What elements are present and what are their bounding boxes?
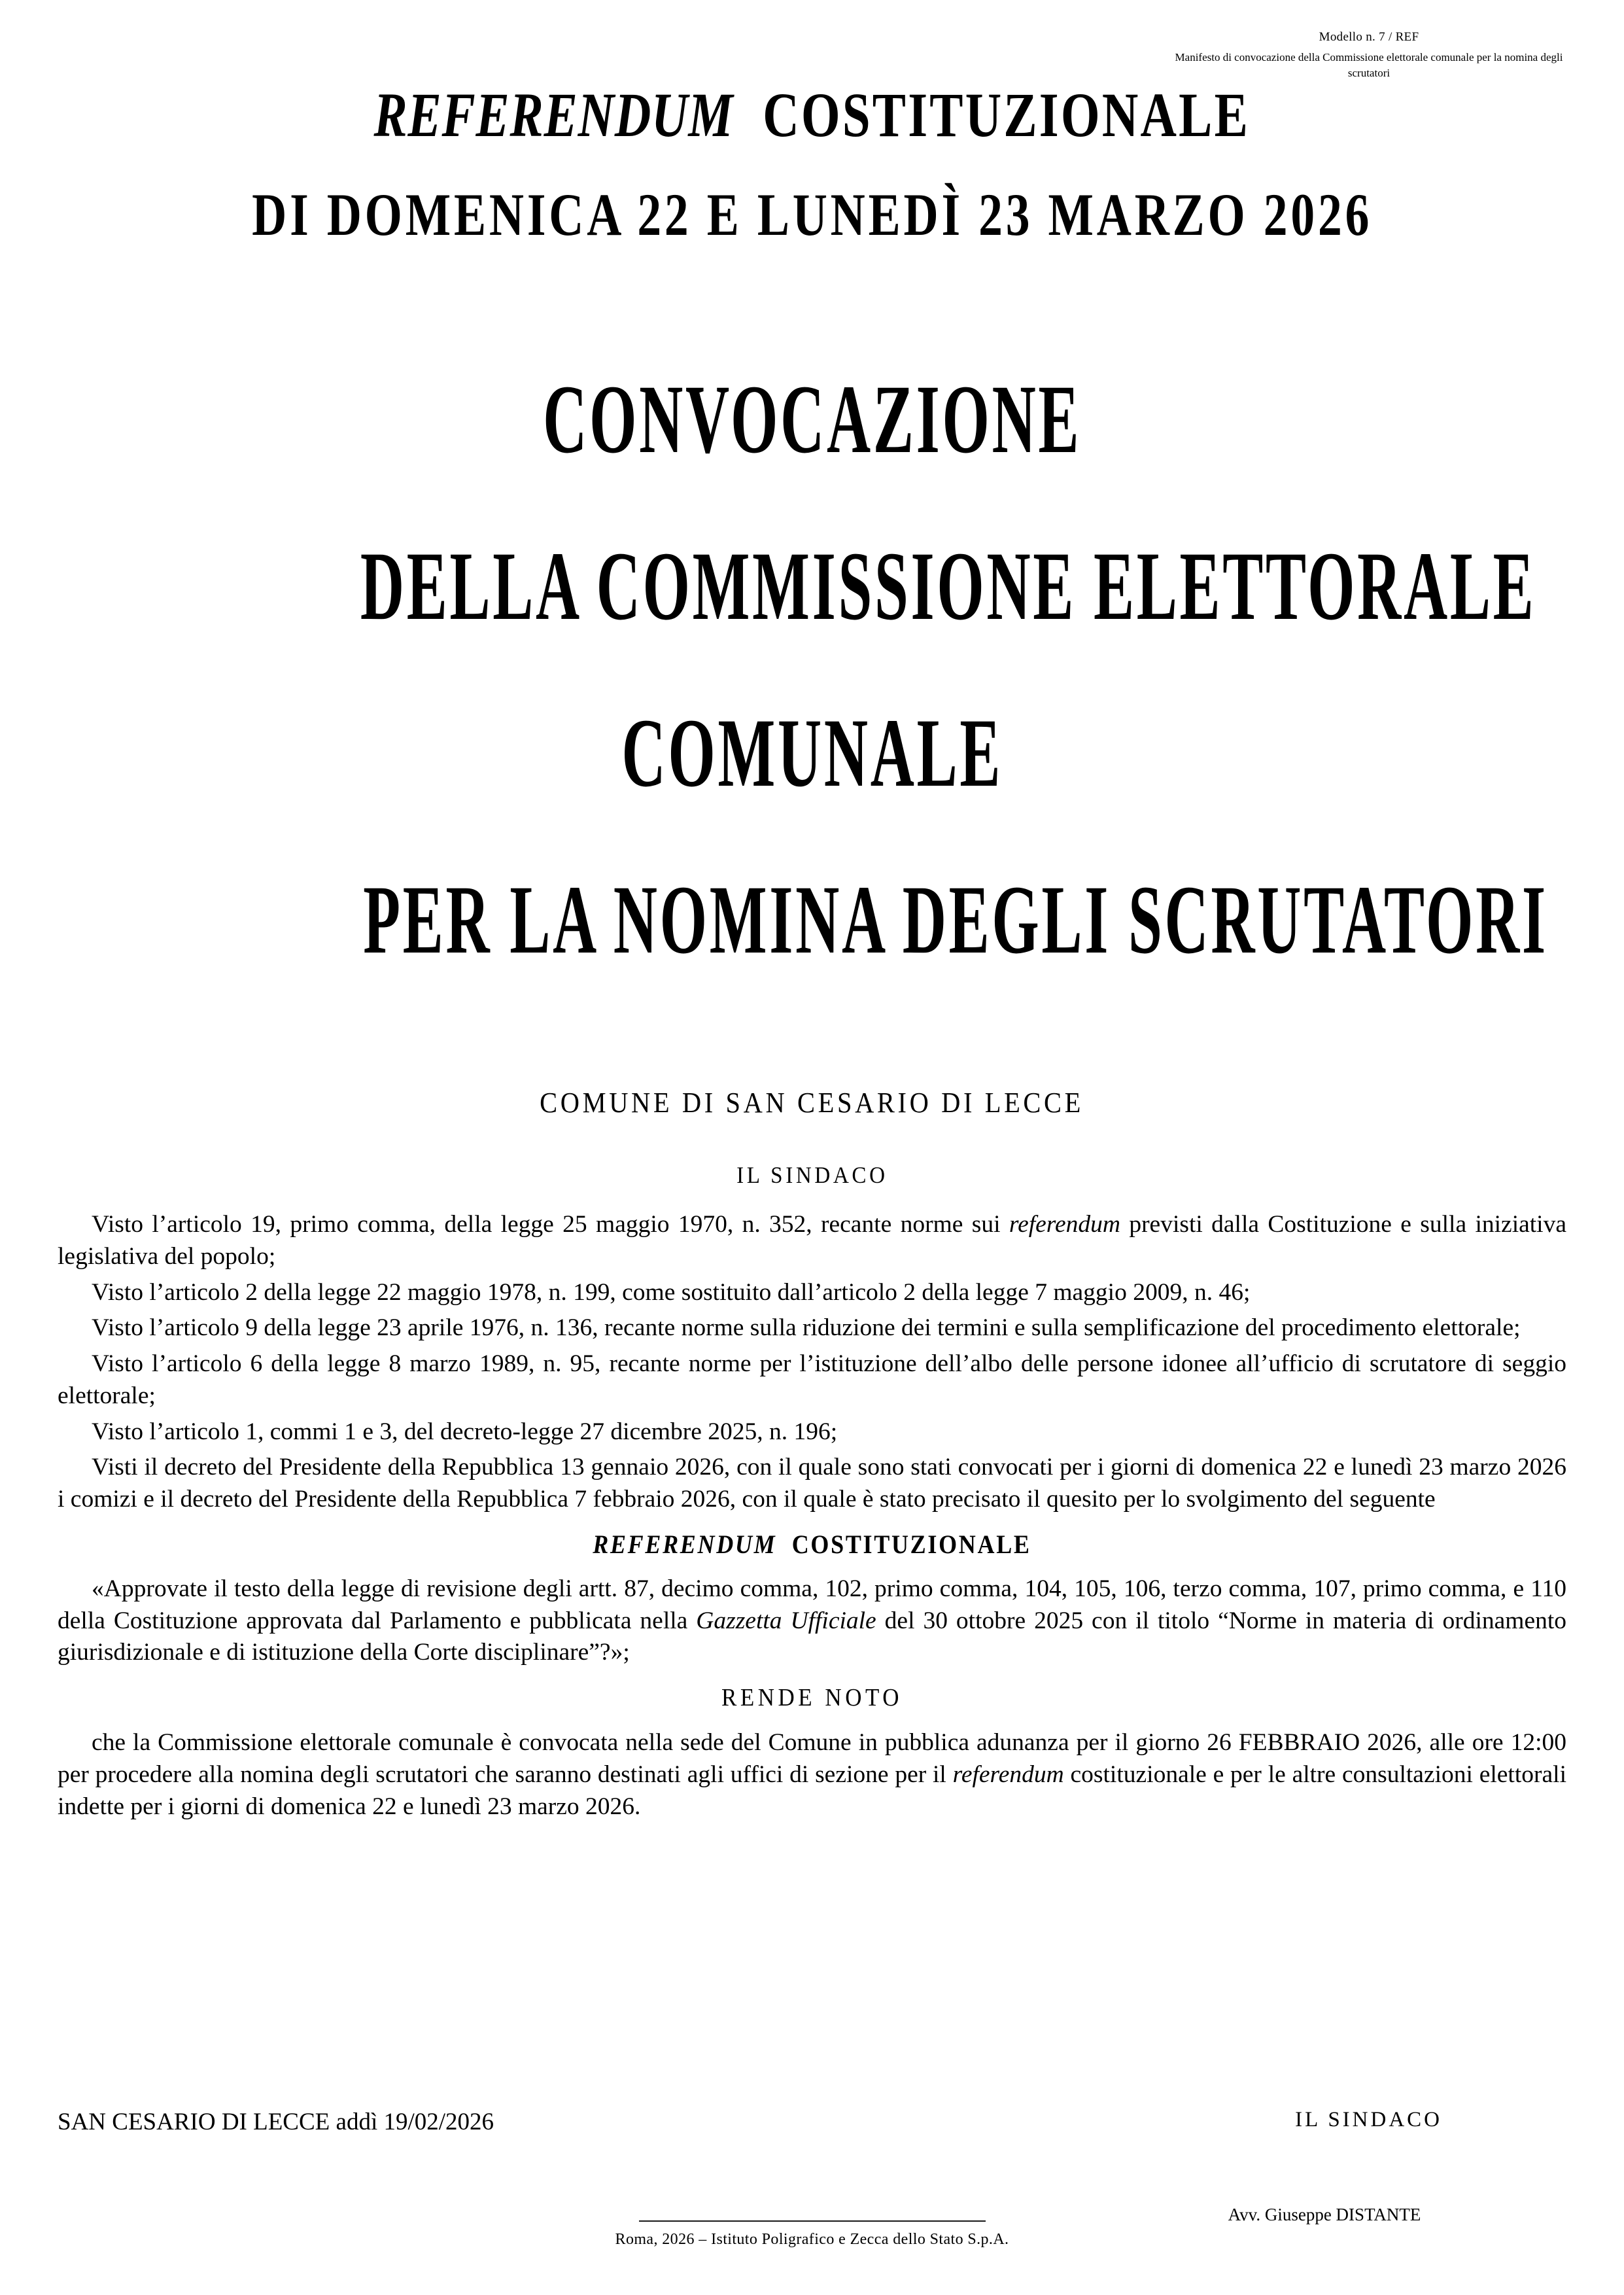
comune-name-text: COMUNE DI SAN CESARIO DI LECCE — [540, 1087, 1084, 1119]
paragraph-visti-decreti: Visti il decreto del Presidente della Repubblica 13 gennaio 2026, con il quale sono stati convocati per i giorni di domenica 22 e lunedì 23 marzo 2026 i comizi e il decreto del Presidente della Repubblica 7 febbraio 2026, con il quale è stato precisato il quesito per lo svolgimento del seguente — [58, 1454, 1566, 1513]
final-part-a: che la Commissione elettorale comunale è convocata nella sede del Comune in pubblica adunanza per il giorno 26 FEBBRAIO 2026, alle ore 12:00 per procedere alla nomina degli scrutatori che saranno destinati agli uffici di sezione per il — [58, 1729, 1566, 1789]
inline-heading-referendum-word: REFERENDUM — [593, 1529, 777, 1559]
quesito-part-a: «Approvate il testo della legge di revisione degli artt. 87, decimo comma, 102, primo comma, 104, 105, 106, terzo comma, 107, primo comma, e 110 della Costituzione approvata dal Parlamento e pubblicata nella — [58, 1575, 1566, 1634]
heading-commissione-elettorale — [0, 530, 1624, 642]
paragraph-quesito-referendario — [58, 1573, 1566, 1669]
inline-heading-referendum-costituzionale — [58, 1528, 1566, 1562]
footer-divider — [639, 2220, 986, 2222]
heading-comunale — [0, 697, 1624, 809]
inline-heading-costituzionale-word: COSTITUZIONALE — [791, 1529, 1031, 1559]
sindaco-label — [0, 1161, 1624, 1189]
title-election-dates-text: DI DOMENICA 22 E LUNEDÌ 23 MARZO 2026 — [251, 181, 1373, 248]
signature-row — [58, 2108, 1566, 2136]
p1-part-b: previsti dalla Costituzione e sulla iniziativa legislativa del popolo; — [58, 1211, 1566, 1270]
paragraph-visto-art2: Visto l’articolo 2 della legge 22 maggio 1978, n. 199, come sostituito dall’articolo 2 della legge 7 maggio 2009, n. 46; — [92, 1278, 1251, 1306]
final-referendum-italic: referendum — [952, 1761, 1064, 1789]
footer-imprint — [0, 2220, 1624, 2249]
rende-noto-text: RENDE NOTO — [721, 1684, 903, 1711]
signature-role-label: IL SINDACO — [1295, 2108, 1442, 2131]
title-costituzionale-word: COSTITUZIONALE — [763, 80, 1251, 150]
heading-convocazione — [0, 363, 1624, 476]
paragraph-visto-art1-dl: Visto l’articolo 1, commi 1 e 3, del decreto-legge 27 dicembre 2025, n. 196; — [92, 1418, 838, 1445]
rende-noto-heading — [58, 1682, 1566, 1714]
heading-nomina-scrutatori-text: PER LA NOMINA DEGLI SCRUTATORI — [363, 866, 1548, 974]
model-reference-block — [1160, 29, 1578, 80]
quesito-gazzetta-italic: Gazzetta Ufficiale — [696, 1607, 876, 1634]
heading-nomina-scrutatori — [0, 864, 1624, 976]
title-election-dates — [0, 180, 1624, 249]
paragraph-visto-art9: Visto l’articolo 9 della legge 23 aprile 1976, n. 136, recante norme sulla riduzione dei termini e sulla semplificazione del procedimento elettorale; — [92, 1314, 1521, 1342]
heading-convocazione-text: CONVOCAZIONE — [542, 365, 1082, 474]
signature-place-date: SAN CESARIO DI LECCE addì 19/02/2026 — [58, 2109, 494, 2135]
comune-name — [0, 1086, 1624, 1119]
heading-commissione-elettorale-text: DELLA COMMISSIONE ELETTORALE — [360, 532, 1536, 640]
sindaco-label-text: IL SINDACO — [736, 1162, 888, 1188]
document-body — [58, 1209, 1566, 1827]
paragraph-visto-art6: Visto l’articolo 6 della legge 8 marzo 1989, n. 95, recante norme per l’istituzione dell’albo delle persone idonee all’ufficio di scrutatore di seggio elettorale; — [58, 1350, 1566, 1409]
p1-referendum-italic: referendum — [1009, 1211, 1120, 1238]
paragraph-visto-art19 — [58, 1209, 1566, 1273]
signature-name: Avv. Giuseppe DISTANTE — [1228, 2205, 1421, 2224]
model-number: Modello n. 7 / REF — [1319, 30, 1419, 44]
footer-imprint-text: Roma, 2026 – Istituto Poligrafico e Zecca dello Stato S.p.A. — [615, 2231, 1009, 2248]
model-description: Manifesto di convocazione della Commissione elettorale comunale per la nomina degli scrutatori — [1175, 51, 1563, 79]
heading-comunale-text: COMUNALE — [621, 699, 1003, 807]
paragraph-convocazione-commissione — [58, 1727, 1566, 1823]
title-referendum-costituzionale — [0, 79, 1624, 151]
title-referendum-word: REFERENDUM — [373, 80, 734, 150]
final-part-b: costituzionale e per le altre consultazioni elettorali indette per i giorni di domenica 22 e lunedì 23 marzo 2026. — [58, 1761, 1566, 1820]
p1-part-a: Visto l’articolo 19, primo comma, della legge 25 maggio 1970, n. 352, recante norme sui — [92, 1211, 1009, 1238]
quesito-part-b: del 30 ottobre 2025 con il titolo “Norme in materia di ordinamento giurisdizionale e di istituzione della Corte disciplinare”?»; — [58, 1607, 1567, 1666]
